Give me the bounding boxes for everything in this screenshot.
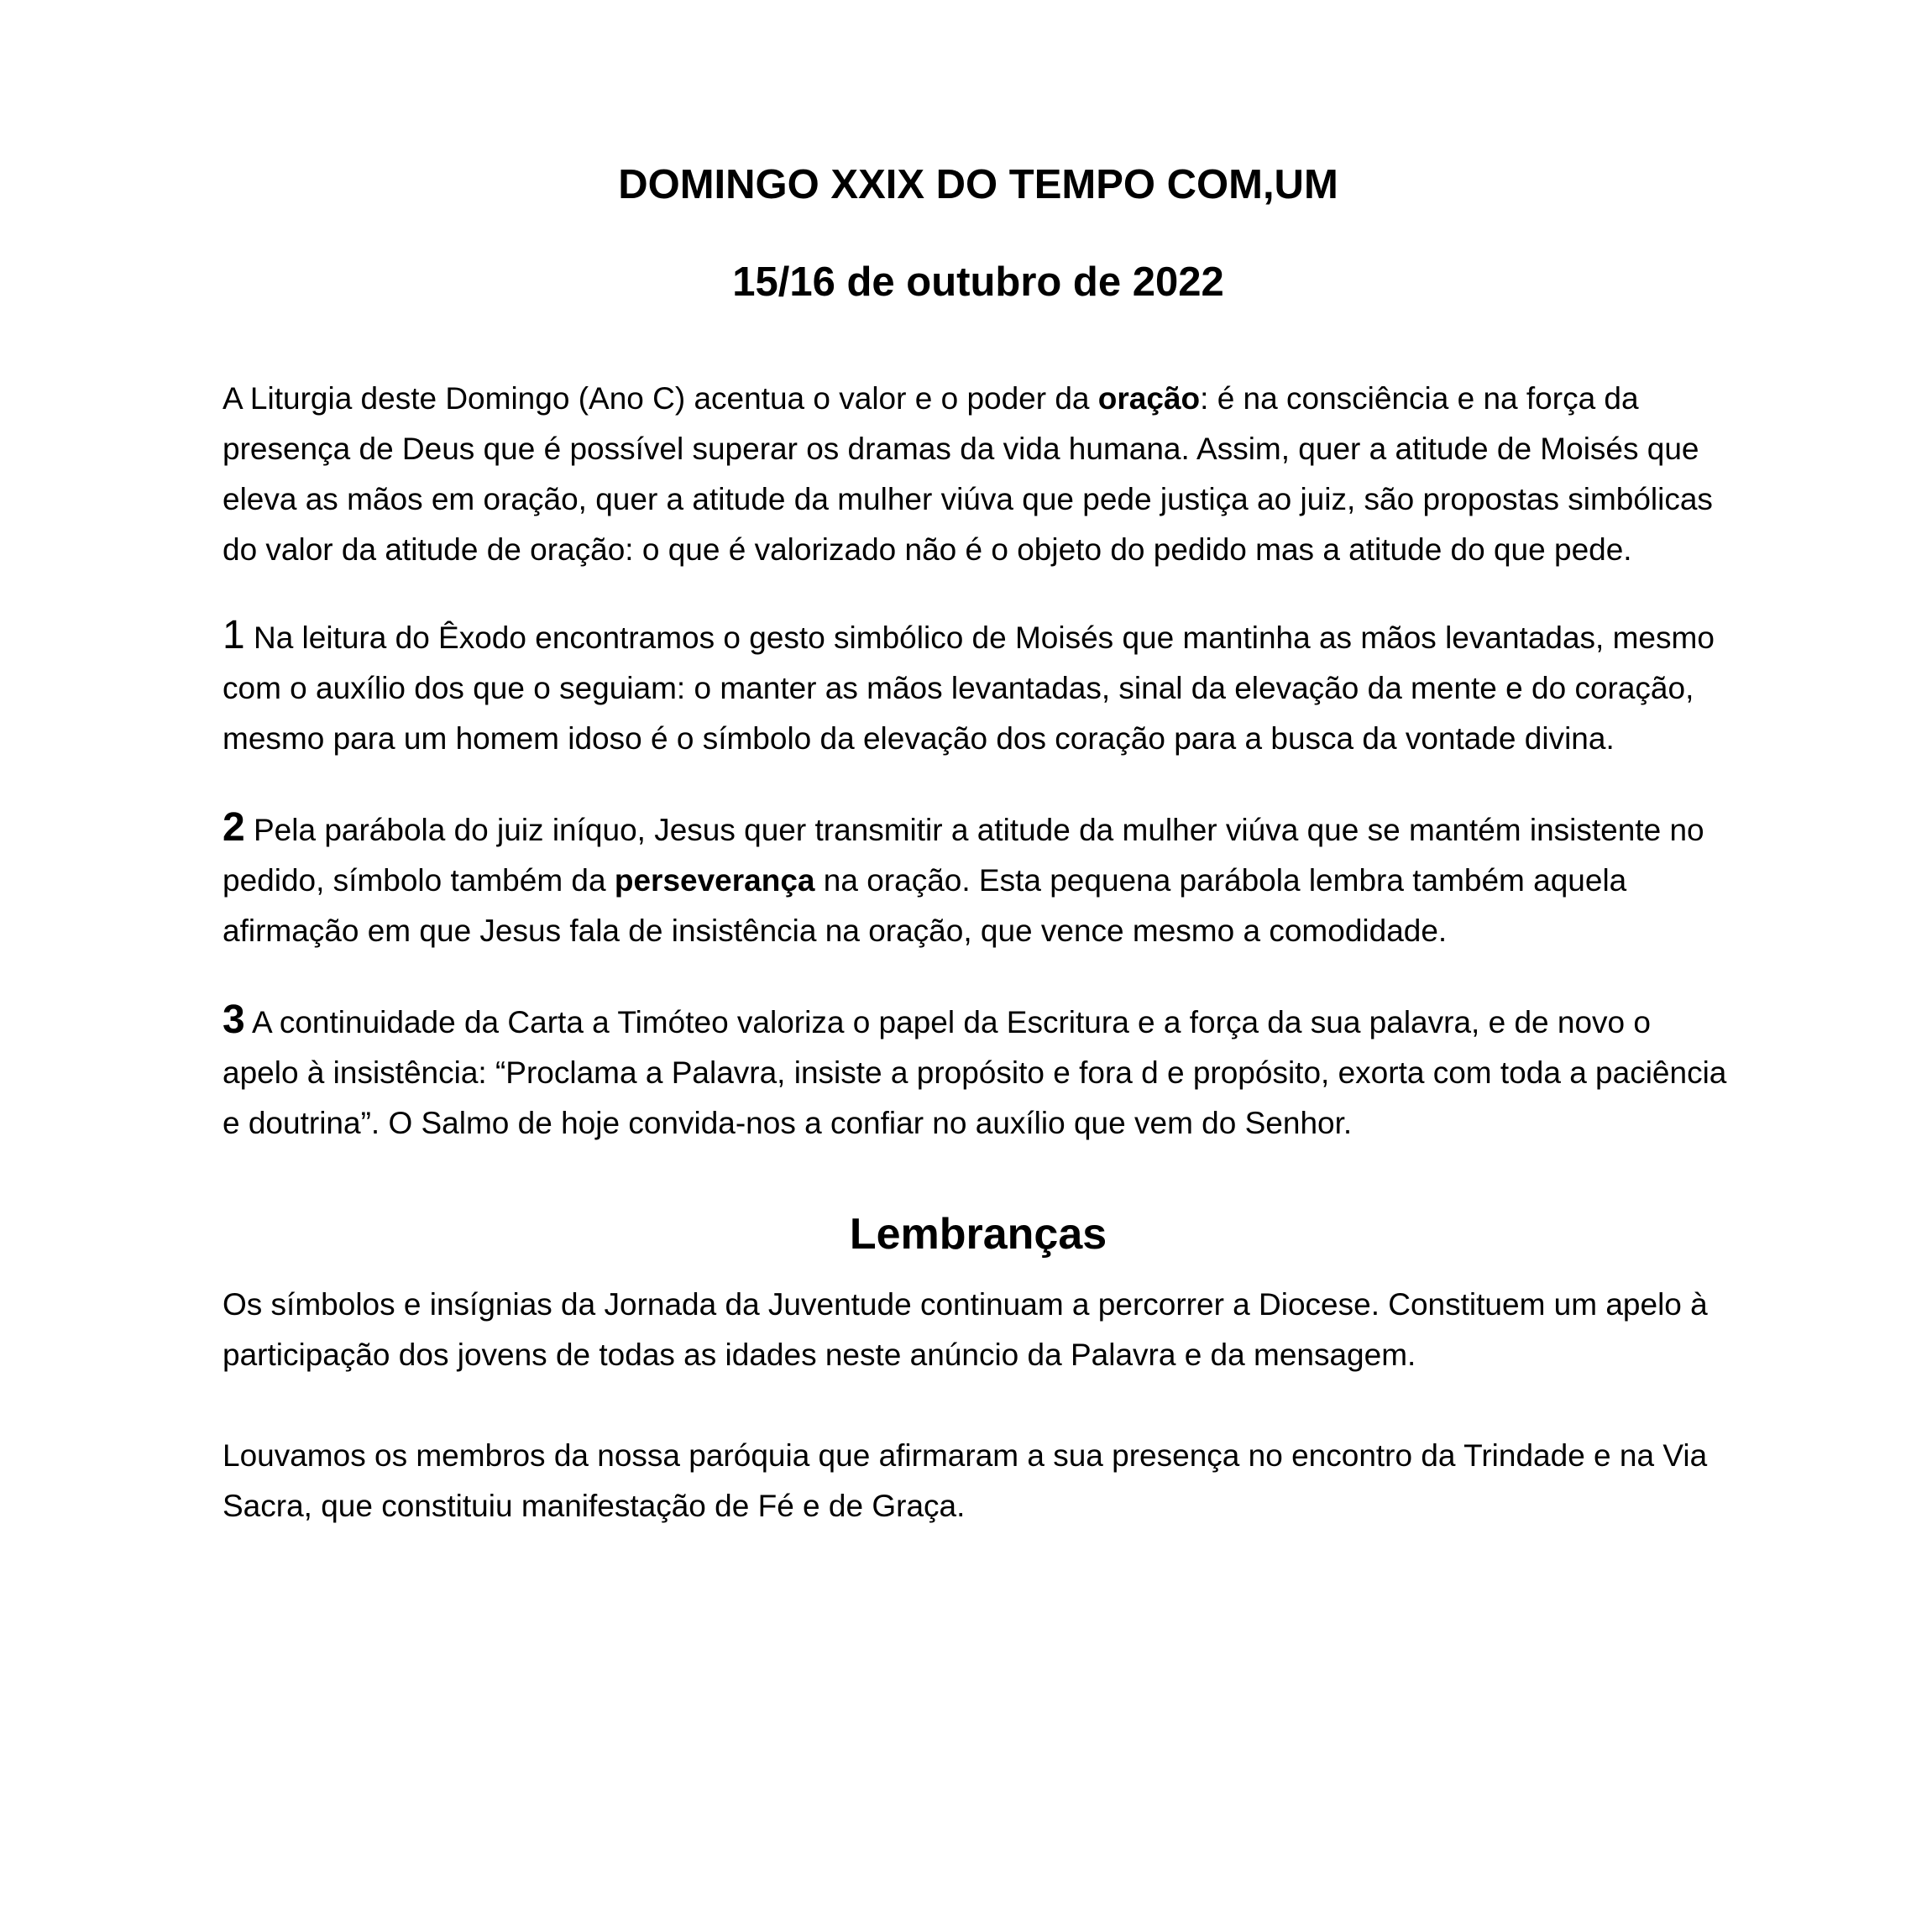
intro-paragraph	[223, 374, 1734, 575]
point-text-2-pre: Pela parábola do juiz iníquo, Jesus quer transmitir a atitude da mulher viúva que se mantém insistente no pedido, símbolo também da	[223, 813, 1704, 898]
intro-text-pre: A Liturgia deste Domingo (Ano C) acentua o valor e o poder da	[223, 381, 1098, 416]
point-paragraph-3	[223, 997, 1734, 1149]
point-number-3: 3	[223, 997, 245, 1042]
point-paragraph-1	[223, 613, 1734, 764]
point-text-1: Na leitura do Êxodo encontramos o gesto simbólico de Moisés que mantinha as mãos levantadas, mesmo com o auxílio dos que o seguiam: o manter as mãos levantadas, sinal da elevação da mente e do coração, mesmo para um homem idoso é o símbolo da elevação dos coração para a busca da vontade divina.	[223, 620, 1715, 756]
point-text-3: A continuidade da Carta a Timóteo valoriza o papel da Escritura e a força da sua palavra, e de novo o apelo à insistência: “Proclama a Palavra, insiste a propósito e fora d e propósito, exorta com toda a paciência e doutrina”. O Salmo de hoje convida-nos a confiar no auxílio que vem do Senhor.	[223, 1005, 1727, 1140]
lembrancas-paragraph-1: Os símbolos e insígnias da Jornada da Juventude continuam a percorrer a Diocese. Constituem um apelo à participação dos jovens de todas as idades neste anúncio da Palavra e da mensagem.	[223, 1287, 1708, 1372]
document-title: DOMINGO XXIX DO TEMPO COM,UM	[618, 162, 1338, 207]
point-2-bold-word: perseverança	[614, 863, 815, 898]
lembrancas-heading: Lembranças	[849, 1210, 1107, 1259]
lembrancas-paragraph-2: Louvamos os membros da nossa paróquia que afirmaram a sua presença no encontro da Trindade e na Via Sacra, que constituiu manifestação de Fé e de Graça.	[223, 1438, 1708, 1523]
intro-text-post: : é na consciência e na força da presença de Deus que é possível superar os dramas da vida humana. Assim, quer a atitude de Moisés que eleva as mãos em oração, quer a atitude da mulher viúva que pede justiça ao juiz, são propostas simbólicas do valor da atitude de oração: o que é valorizado não é o objeto do pedido mas a atitude do que pede.	[223, 381, 1713, 567]
intro-bold-word: oração	[1097, 381, 1201, 416]
point-number-2: 2	[223, 805, 245, 850]
point-number-1: 1	[223, 613, 245, 657]
point-paragraph-2	[223, 805, 1734, 956]
point-text-2-post: na oração. Esta pequena parábola lembra também aquela afirmação em que Jesus fala de insistência na oração, que vence mesmo a comodidade.	[223, 863, 1627, 948]
document-date-heading: 15/16 de outubro de 2022	[732, 259, 1224, 305]
